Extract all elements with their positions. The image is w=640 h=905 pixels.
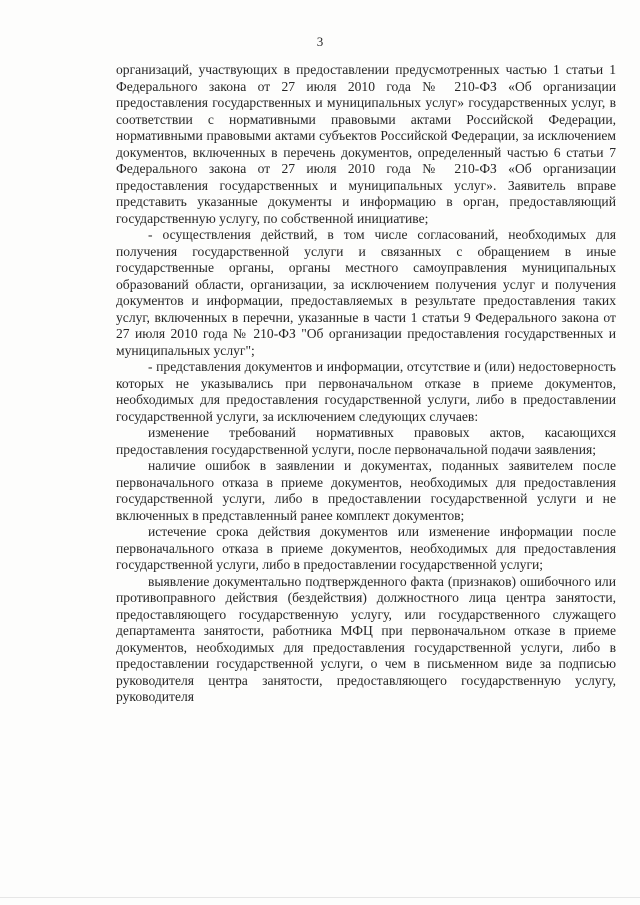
paragraph-7: выявление документально подтвержденного факта (признаков) ошибочного или противоправного действия (бездействия) должностного лица центра занятости, предоставляющего государственную услугу, или государственного служащего департамента занятости, работника МФЦ при первоначальном отказе в приеме документов, необходимых для предоставления государственной услуги, либо в предоставлении государственной услуги, о чем в письменном виде за подписью руководителя центра занятости, предоставляющего государственную услугу, руководителя (116, 573, 616, 704)
paragraph-3: - представления документов и информации, отсутствие и (или) недостоверность которых не указывались при первоначальном отказе в приеме документов, необходимых для предоставления государственной услуги, либо в предоставлении государственной услуги, за исключением следующих случаев: (116, 359, 616, 424)
paragraph-1: организаций, участвующих в предоставлении предусмотренных частью 1 статьи 1 Федерального закона от 27 июля 2010 года № 210-ФЗ «Об организации предоставления государственных и муниципальных услуг» государственных услуг, в соответствии с нормативными правовыми актами Российской Федерации, нормативными правовыми актами субъектов Российской Федерации, за исключением документов, включенных в перечень документов, определенный частью 6 статьи 7 Федерального закона от 27 июля 2010 года № 210-ФЗ «Об организации предоставления государственных и муниципальных услуг». Заявитель вправе представить указанные документы и информацию в орган, предоставляющий государственную услугу, по собственной инициативе; (116, 62, 616, 226)
scan-edge-line (0, 897, 640, 898)
paragraph-2: - осуществления действий, в том числе согласований, необходимых для получения государственной услуги и связанных с обращением в иные государственные органы, органы местного самоуправления муниципальных образований области, организации, за исключением получения услуг и получения документов и информации, предоставляемых в результате предоставления таких услуг, включенных в перечни, указанные в части 1 статьи 9 Федерального закона от 27 июля 2010 года № 210-ФЗ "Об организации предоставления государственных и муниципальных услуг"; (116, 227, 616, 358)
paragraph-5: наличие ошибок в заявлении и документах, поданных заявителем после первоначального отказа в приеме документов, необходимых для предоставления государственной услуги, либо в предоставлении государственной услуги и не включенных в представленный ранее комплект документов; (116, 458, 616, 523)
document-body (116, 62, 616, 706)
paragraph-4: изменение требований нормативных правовых актов, касающихся предоставления государственной услуги, после первоначальной подачи заявления; (116, 425, 616, 457)
paragraph-6: истечение срока действия документов или изменение информации после первоначального отказа в приеме документов, необходимых для предоставления государственной услуги, либо в предоставлении государственной услуги; (116, 524, 616, 572)
page-number: 3 (316, 34, 324, 49)
